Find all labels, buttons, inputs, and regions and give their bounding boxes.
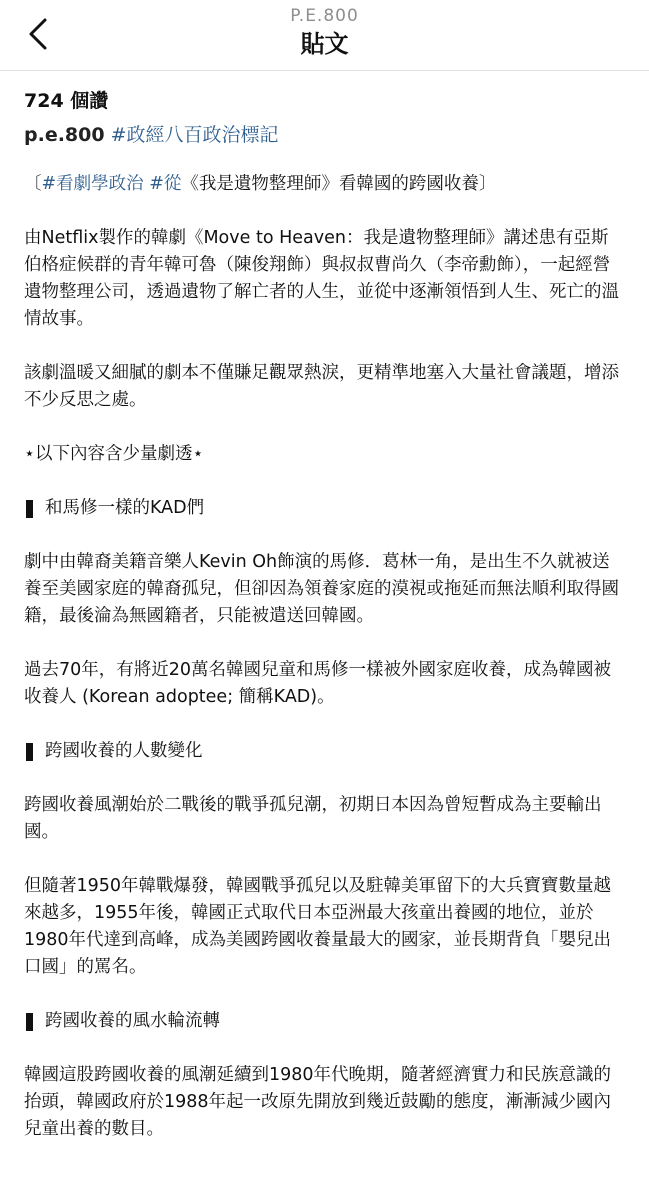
page-title: 貼文 — [300, 30, 349, 58]
top-nav-bar — [0, 0, 649, 71]
hashtag-link[interactable]: #從 — [149, 174, 182, 194]
section-title: 跨國收養的人數變化 — [45, 741, 203, 761]
account-name[interactable]: P.E.800 — [290, 6, 359, 26]
caption-header — [24, 121, 625, 149]
tags-rest-text: 《我是遺物整理師》看韓國的跨國收養〕 — [181, 174, 497, 194]
tags-line — [24, 171, 625, 198]
username[interactable]: p.e.800 — [24, 124, 105, 146]
spoiler-note: ⋆以下內容含少量劇透⋆ — [24, 444, 204, 464]
section-bar-icon — [26, 1013, 33, 1031]
hashtag-link[interactable]: #看劇學政治 — [41, 174, 144, 194]
section-bar-icon — [26, 743, 33, 761]
section-bar-icon — [26, 500, 33, 518]
like-count[interactable]: 724 個讚 — [24, 90, 109, 112]
post-content — [0, 71, 649, 1143]
section-heading-1 — [24, 495, 625, 522]
section-heading-3 — [24, 1008, 625, 1035]
tags-open-bracket: 〔 — [24, 174, 42, 194]
section-heading-2 — [24, 738, 625, 765]
paragraph-6: 但隨著1950年韓戰爆發，韓國戰爭孤兒以及駐韓美軍留下的大兵寶寶數量越來越多，1955年後，韓國正式取代日本亞洲最大孩童出養國的地位，並於1980年代達到高峰，成為美國跨國收養量最大的國家，並長期背負「嬰兒出口國」的罵名。 — [24, 876, 612, 977]
header-center — [0, 6, 649, 60]
paragraph-5: 跨國收養風潮始於二戰後的戰爭孤兒潮，初期日本因為曾短暫成為主要輸出國。 — [24, 795, 602, 842]
paragraph-4: 過去70年，有將近20萬名韓國兒童和馬修一樣被外國家庭收養，成為韓國被收養人 (Korean adoptee; 簡稱KAD)。 — [24, 660, 612, 707]
paragraph-7: 韓國這股跨國收養的風潮延續到1980年代晚期，隨著經濟實力和民族意識的抬頭，韓國政府於1988年起一改原先開放到幾近鼓勵的態度，漸漸減少國內兒童出養的數目。 — [24, 1065, 612, 1139]
paragraph-3: 劇中由韓裔美籍音樂人Kevin Oh飾演的馬修．葛林一角，是出生不久就被送養至美國家庭的韓裔孤兒，但卻因為領養家庭的漠視或拖延而無法順利取得國籍，最後淪為無國籍者，只能被遣送回韓國。 — [24, 552, 619, 626]
section-title: 跨國收養的風水輪流轉 — [45, 1011, 220, 1031]
hashtag-link[interactable]: #政經八百政治標記 — [110, 124, 279, 146]
paragraph-2: 該劇溫暖又細膩的劇本不僅賺足觀眾熱淚，更精準地塞入大量社會議題，增添不少反思之處。 — [24, 363, 619, 410]
paragraph-1: 由Netflix製作的韓劇《Move to Heaven：我是遺物整理師》講述患有亞斯伯格症候群的青年韓可魯（陳俊翔飾）與叔叔曹尚久（李帝勳飾），一起經營遺物整理公司，透過遺物了解亡者的人生，並從中逐漸領悟到人生、死亡的溫情故事。 — [24, 228, 619, 329]
section-title: 和馬修一樣的KAD們 — [45, 498, 205, 518]
